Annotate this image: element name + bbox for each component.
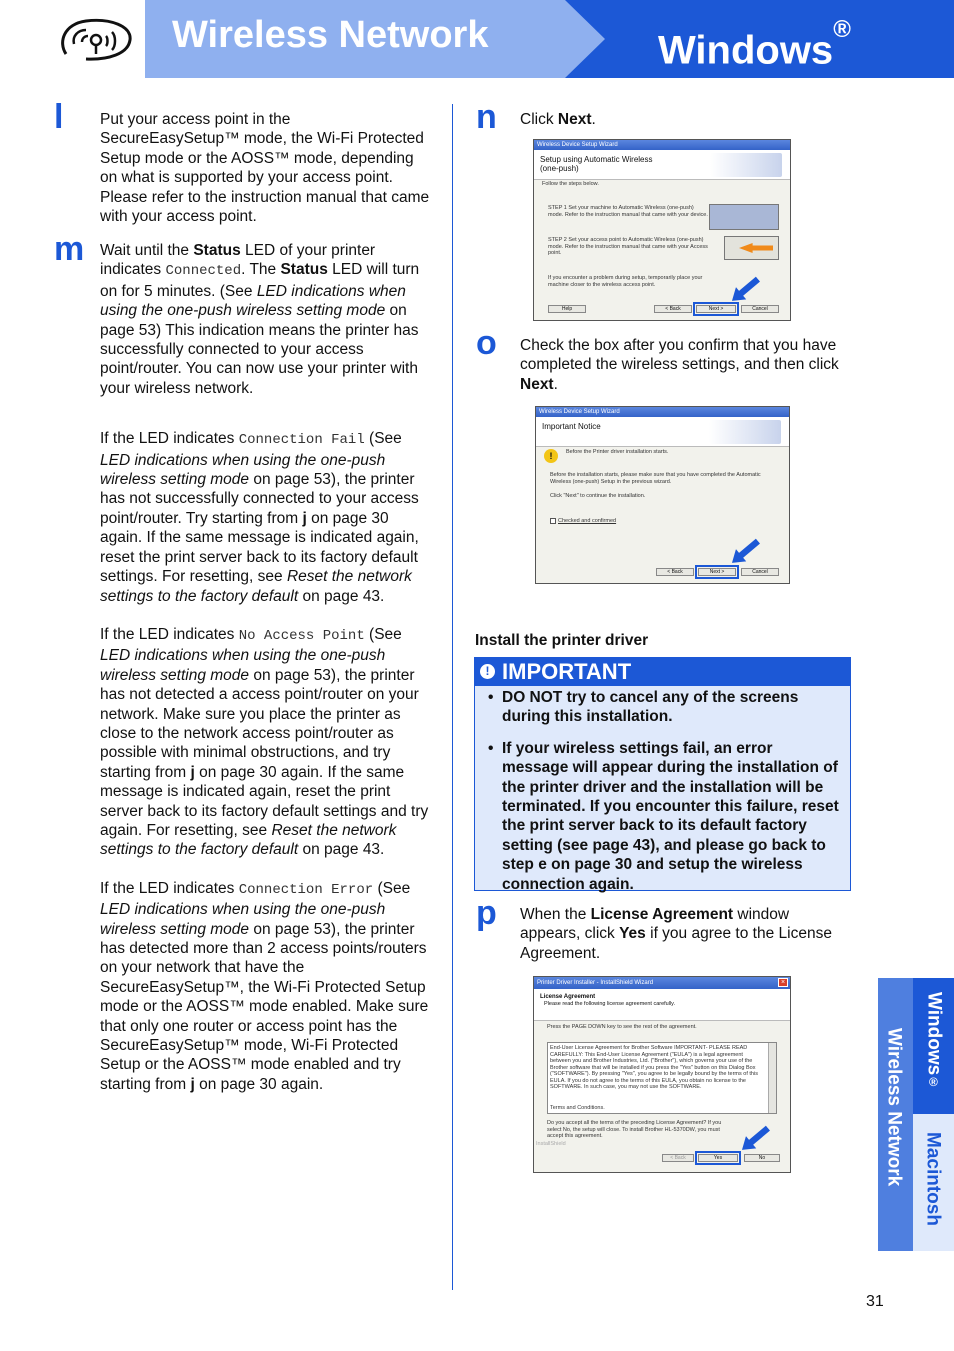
step-n-text: Click Next. — [520, 111, 596, 128]
header-logo-area — [0, 0, 145, 78]
license-scrollbar[interactable] — [768, 1043, 776, 1113]
step-m-paragraph-1: Wait until the Status LED of your printer indicates Connected. The Status LED will turn on for 5 minutes. (See LED indications when using the one-push wireless setting mode on page 53) This indication means the printer has successfully connected to your access point/router. You can now use your printer with your wireless network. — [100, 242, 420, 397]
tab-macintosh[interactable] — [913, 1114, 954, 1251]
wizard-heading: Setup using Automatic Wireless (one-push) — [540, 155, 653, 173]
tab-macintosh-label: Macintosh — [922, 1132, 944, 1226]
license-terms: Terms and Conditions. — [550, 1105, 605, 1111]
installshield-label: InstallShield — [536, 1141, 566, 1147]
step-letter-m: m — [54, 230, 85, 268]
wizard-step2: STEP 2 Set your access point to Automatic Wireless (one-push) mode. Refer to the instruction manual that came with your Access point. — [548, 237, 708, 256]
notice-line-1: Before the Printer driver installation starts. — [566, 449, 669, 455]
tab-windows[interactable] — [913, 978, 954, 1114]
window-titlebar: Wireless Device Setup Wizard — [536, 407, 789, 417]
wizard-intro: Follow the steps below. — [542, 181, 599, 187]
pointer-arrow-icon — [727, 535, 763, 569]
tab-windows-label: Windows® — [923, 992, 945, 1090]
step-l-text: Put your access point in the SecureEasySetup™ mode, the Wi-Fi Protected Setup mode or the AOSS™ mode, depending on what is supported by your access point. Please refer to the instruction manual that came with your access point. — [100, 111, 430, 226]
next-button[interactable]: Next > — [698, 568, 736, 576]
license-textbox[interactable] — [547, 1042, 777, 1114]
important-item-2: • If your wireless settings fail, an error message will appear during the installation of the printer driver and the installation will be terminated. If you encounter this failure, reset the print server back to its default factory setting (see page 43), and please go back to step e on page 30 and setup the wireless connection again. — [502, 739, 840, 894]
step-p-text: When the License Agreement window appears, click Yes if you agree to the License Agreement. — [520, 906, 832, 962]
important-list — [475, 686, 850, 894]
help-button[interactable]: Help — [548, 305, 586, 313]
exclamation-icon: ! — [480, 664, 495, 679]
page-number: 31 — [866, 1293, 884, 1310]
wizard-heading: Important Notice — [542, 422, 601, 431]
step-m-content — [100, 241, 430, 1113]
access-point-illustration-icon — [724, 236, 779, 260]
yes-button[interactable]: Yes — [698, 1154, 738, 1162]
back-button[interactable]: < Back — [662, 1154, 694, 1162]
important-box — [474, 657, 851, 891]
wizard-header — [536, 417, 789, 447]
column-divider — [452, 104, 453, 1290]
license-heading: License Agreement — [540, 994, 596, 1000]
important-header — [475, 658, 850, 686]
tab-wireless-network-label: Wireless Network — [883, 1028, 905, 1187]
license-sub: Please read the following license agreement carefully. — [544, 1001, 676, 1007]
step-m-paragraph-2: If the LED indicates Connection Fail (See LED indications when using the one-push wireless setting mode on page 53), the printer has not successfully connected to your access point/router. Try starting from j on page 30 again. If the same message is indicated again, reset the print server back to its factory default settings. For resetting, see Reset the network settings to the factory default on page 43. — [100, 430, 419, 605]
important-label: IMPORTANT — [502, 659, 632, 684]
window-titlebar: Wireless Device Setup Wizard — [534, 140, 790, 150]
license-header — [534, 989, 790, 1021]
warning-icon: ! — [544, 449, 558, 463]
cancel-button[interactable]: Cancel — [741, 568, 779, 576]
screenshot-license-agreement — [533, 976, 791, 1173]
wizard-header — [534, 150, 790, 180]
pointer-arrow-icon — [737, 1122, 773, 1156]
important-item-1: • DO NOT try to cancel any of the screens during this installation. — [502, 688, 840, 727]
pointer-arrow-icon — [727, 273, 763, 307]
os-title: Windows® — [658, 16, 851, 73]
step-o-text: Check the box after you confirm that you have completed the wireless settings, and then click Next. — [520, 337, 839, 393]
wizard-step1: STEP 1 Set your machine to Automatic Wireless (one-push) mode. Refer to the instruction manual that came with your device. — [548, 205, 708, 218]
step-m-paragraph-4: If the LED indicates Connection Error (See LED indications when using the one-push wireless setting mode on page 53), the printer has detected more than 2 access points/routers on your network that have the SecureEasySetup™, the Wi-Fi Protected Setup mode or the AOSS™ mode enabled. Make sure that only one router or access point has the SecureEasySetup™ mode, Wi-Fi Protected Setup or the AOSS™ mode enabled and try starting from j on page 30 again. — [100, 879, 429, 1093]
tab-wireless-network[interactable] — [878, 978, 913, 1251]
wireless-network-icon — [52, 14, 136, 66]
back-button[interactable]: < Back — [656, 568, 694, 576]
step-letter-p: p — [476, 894, 497, 932]
license-body: End-User License Agreement for Brother Software IMPORTANT- PLEASE READ CAREFULLY: This End-User License Agreement ("EULA") is a legal agreement between you and Brother Industries, Ltd. ("Brother"), which governs your use of the Brother software that will be installed if you press the "Yes" button on this Dialog Box ("SOFTWARE"). By pressing "Yes", you agree to be legally bound by the terms of this EULA. If you do not agree to the terms of this EULA, you obtain no license to the SOFTWARE. In such case, you may not use the SOFTWARE. — [550, 1045, 758, 1090]
wifi-banner-icon — [709, 420, 781, 444]
notice-line-3: Click "Next" to continue the installation. — [550, 493, 646, 499]
wizard-note: If you encounter a problem during setup, temporarily place your machine closer to the wireless access point. — [548, 275, 703, 288]
notice-line-2: Before the installation starts, please make sure that you have completed the Automatic Wireless (one-push) Setup in the previous wizard. — [550, 472, 761, 485]
no-button[interactable]: No — [744, 1154, 780, 1162]
screenshot-setup-wizard — [533, 139, 791, 321]
step-letter-n: n — [476, 98, 497, 136]
step-letter-l: l — [54, 98, 64, 136]
step-letter-o: o — [476, 324, 497, 362]
close-icon[interactable]: × — [778, 978, 788, 987]
license-question: Do you accept all the terms of the preceding License Agreement? If you select No, the setup will close. To install Brother HL-5370DW, you must accept this agreement. — [547, 1120, 722, 1139]
step-l-content — [100, 110, 430, 245]
window-titlebar: Printer Driver Installer - InstallShield Wizard × — [534, 977, 790, 989]
confirm-checkbox[interactable] — [550, 518, 556, 524]
next-button[interactable]: Next > — [696, 305, 736, 313]
printer-illustration-icon — [709, 204, 779, 230]
install-heading: Install the printer driver — [475, 632, 649, 649]
screenshot-important-notice — [535, 406, 790, 584]
confirm-checkbox-label: Checked and confirmed — [558, 518, 617, 524]
page-title: Wireless Network — [172, 14, 489, 56]
license-page-note: Press the PAGE DOWN key to see the rest of the agreement. — [547, 1024, 697, 1030]
cancel-button[interactable]: Cancel — [741, 305, 779, 313]
wifi-banner-icon — [710, 153, 782, 177]
step-m-paragraph-3: If the LED indicates No Access Point (See LED indications when using the one-push wireless setting mode on page 53), the printer has not detected a access point/router on your network. Make sure you place the printer as close to the network access point/router as possible with minimal obstructions, and try starting from j on page 30 again. If the same message is indicated again, reset the print server back to its factory default settings and try again. For resetting, see Reset the network settings to the factory default on page 43. — [100, 625, 429, 859]
back-button[interactable]: < Back — [654, 305, 692, 313]
